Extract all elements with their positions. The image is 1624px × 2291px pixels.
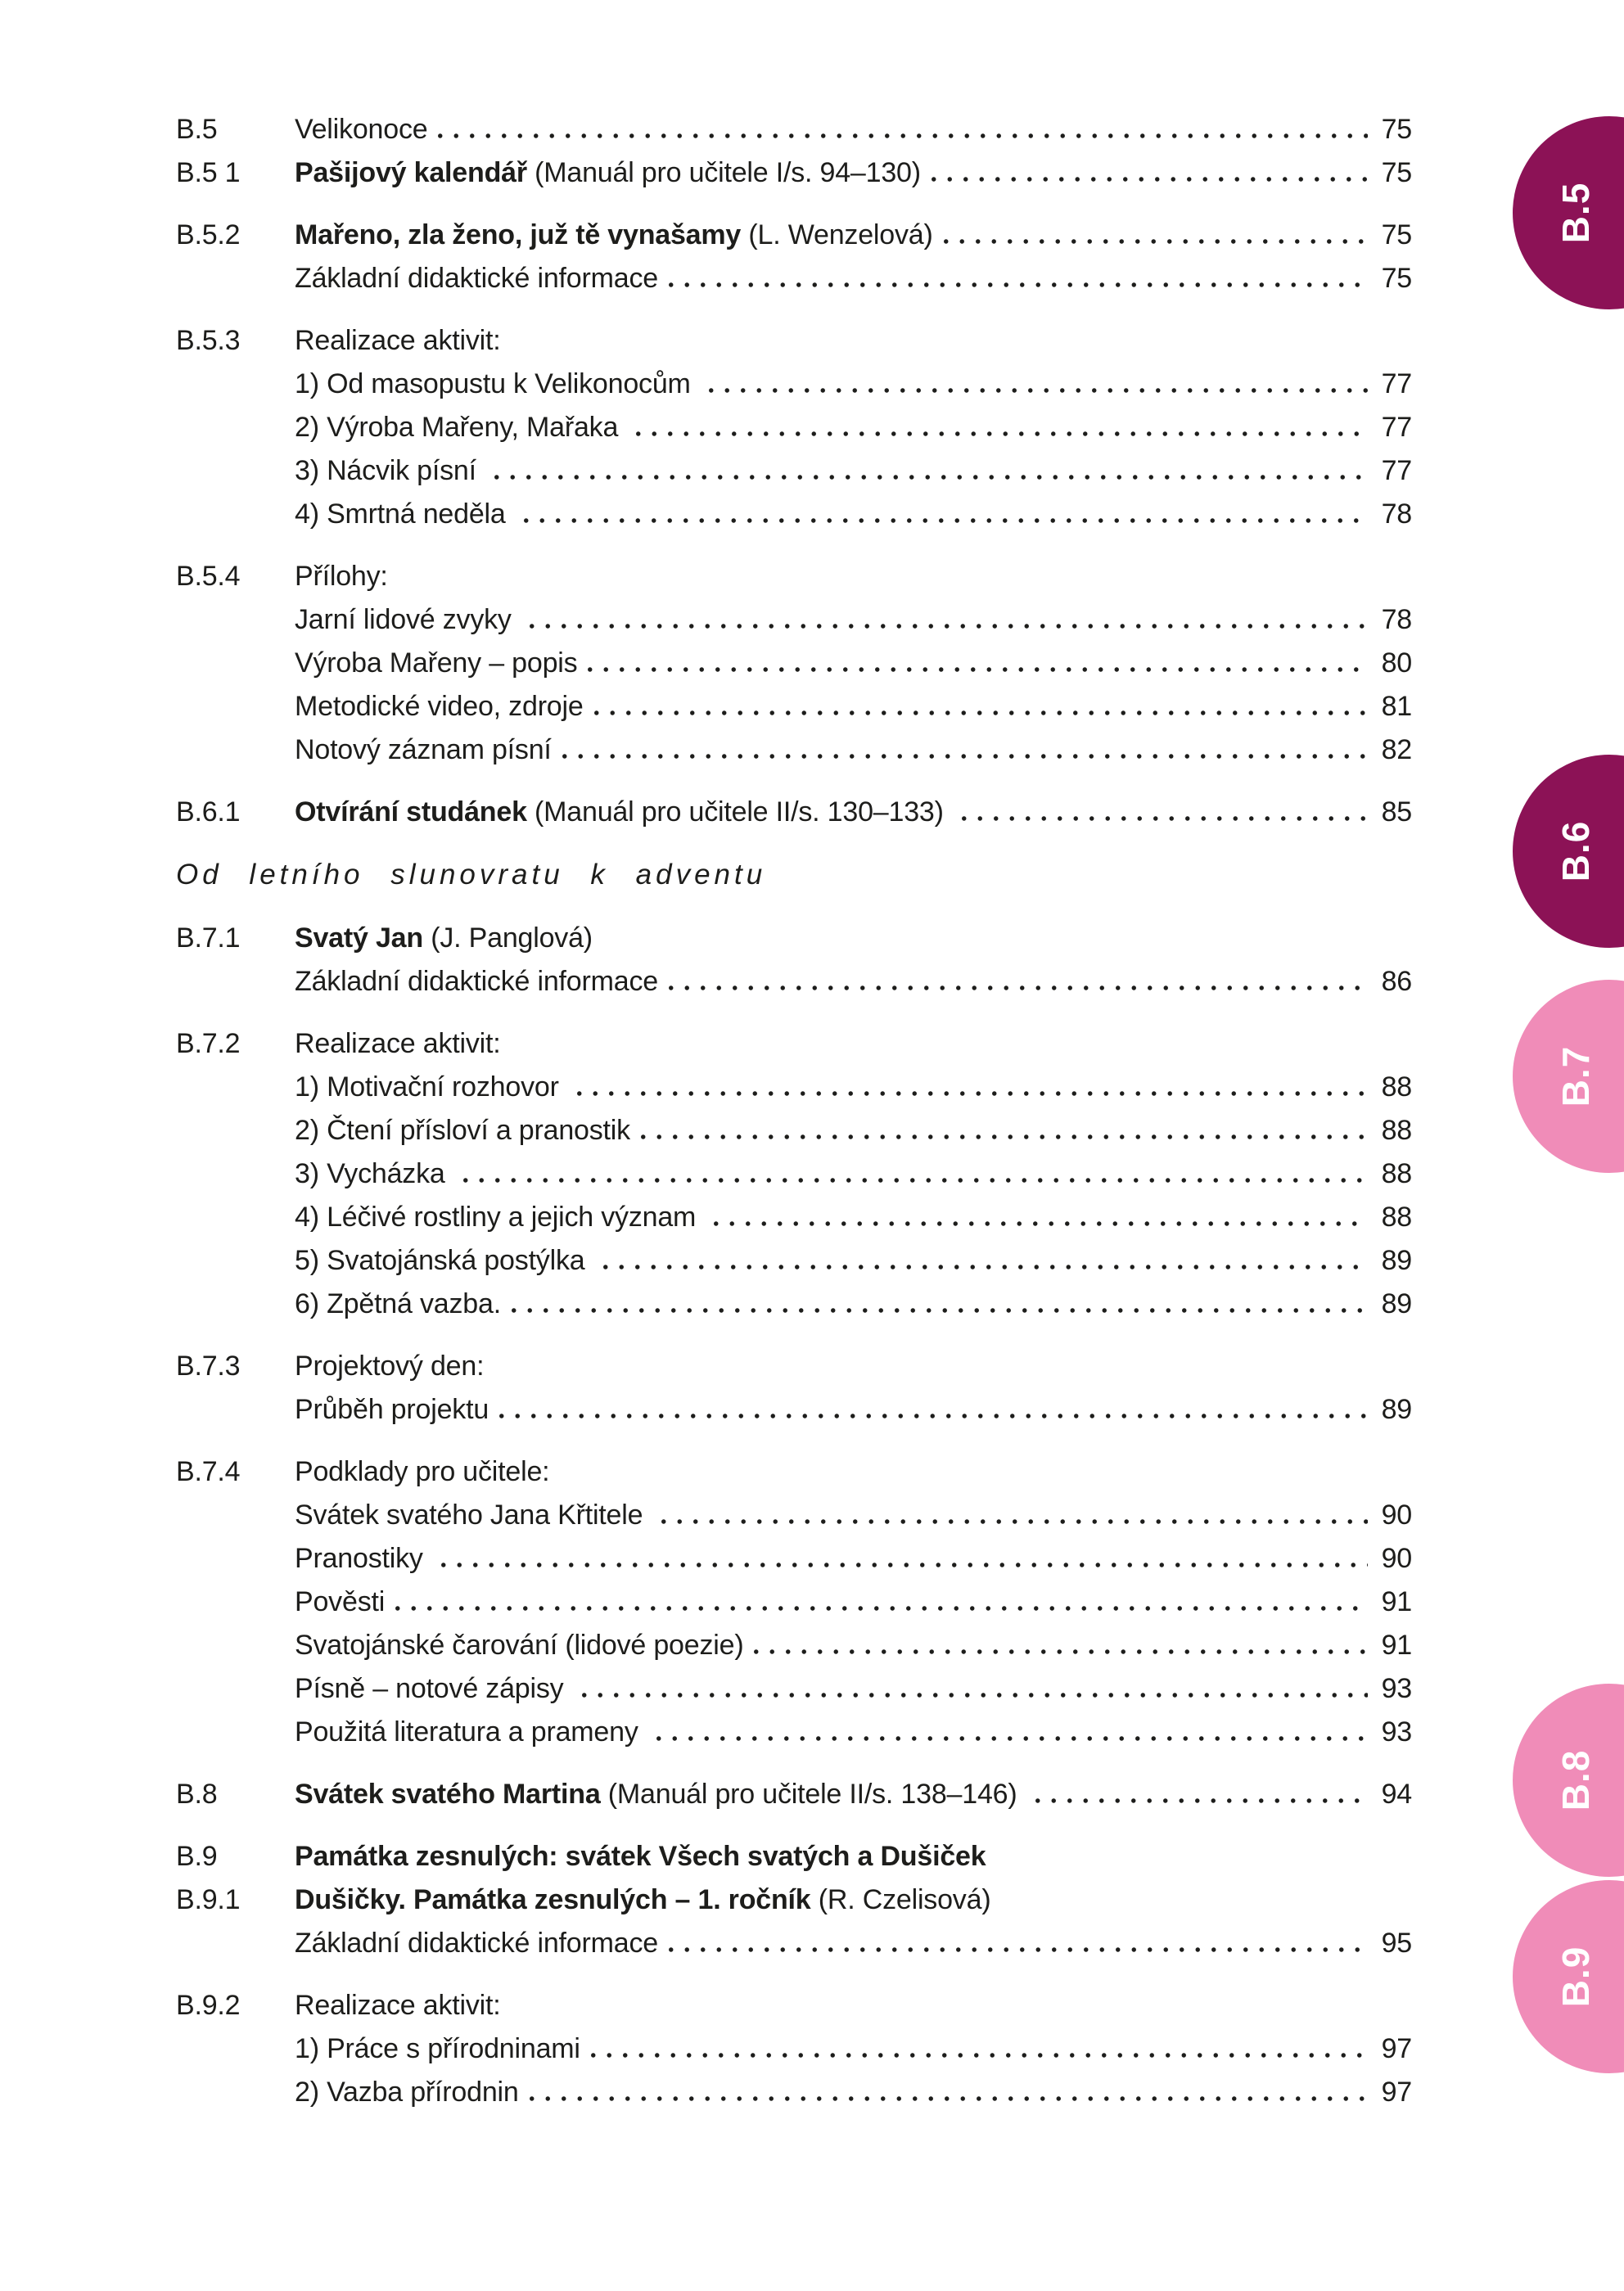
page-number: 77 [1381, 368, 1412, 399]
dot-leader [663, 257, 1368, 300]
entry-title: Realizace aktivit: [295, 325, 501, 356]
toc-row [176, 1667, 1412, 1711]
section-tab-b8 [1513, 1684, 1624, 1877]
entry-title: 4) Léčivé rostliny a jejich význam [295, 1202, 704, 1233]
dot-leader [635, 1109, 1368, 1152]
toc-row [176, 960, 1412, 1003]
tab-label: B.8 [1554, 1749, 1597, 1811]
toc-entry [295, 1066, 1412, 1109]
toc-entry [295, 1494, 1412, 1537]
page-number: 75 [1381, 263, 1412, 294]
entry-title: Projektový den: [295, 1351, 485, 1382]
dot-leader [571, 1066, 1368, 1109]
toc-entry [295, 1624, 1412, 1667]
toc-row [176, 1581, 1412, 1624]
section-number: B.5.3 [176, 325, 241, 356]
page-number: 97 [1381, 2033, 1412, 2064]
toc-entry [295, 791, 1412, 834]
section-number: B.7.1 [176, 922, 241, 954]
toc-row [176, 2027, 1412, 2071]
toc-entry [295, 642, 1412, 685]
page-number: 81 [1381, 691, 1412, 722]
toc-row [176, 1878, 1412, 1922]
entry-title-bold: Otvírání studánek [295, 796, 527, 828]
dot-leader [458, 1152, 1368, 1196]
entry-title: Pranostiky [295, 1543, 431, 1574]
section-number: B.5.4 [176, 561, 241, 592]
toc-entry [295, 1152, 1412, 1196]
toc-entry [295, 449, 1412, 493]
dot-leader [489, 449, 1368, 493]
toc-group [176, 1984, 1412, 2114]
toc-entry [295, 1835, 1412, 1878]
page-number: 89 [1381, 1288, 1412, 1319]
tab-label: B.5 [1554, 182, 1597, 244]
entry-title-bold: Památka zesnulých: svátek Všech svatých a Dušiček [295, 1841, 986, 1872]
entry-title: 1) Motivační rozhovor [295, 1071, 566, 1103]
toc-row [176, 598, 1412, 642]
toc-entry [295, 728, 1412, 772]
dot-leader [582, 642, 1368, 685]
toc-entry [295, 151, 1412, 195]
page-number: 97 [1381, 2077, 1412, 2108]
entry-title: Realizace aktivit: [295, 1990, 501, 2021]
dot-leader [748, 1624, 1368, 1667]
toc-entry [295, 257, 1412, 300]
toc-row [176, 1152, 1412, 1196]
page-number: 89 [1381, 1394, 1412, 1425]
entry-title: Velikonoce [295, 114, 428, 145]
entry-title: (R. Czelisová) [810, 1884, 991, 1915]
toc-entry [295, 1773, 1412, 1816]
toc-group [176, 1450, 1412, 1754]
toc-entry [295, 1667, 1412, 1711]
page-number: 95 [1381, 1928, 1412, 1959]
toc-row [176, 1711, 1412, 1754]
toc-row [176, 493, 1412, 536]
toc-row [176, 449, 1412, 493]
entry-title: Jarní lidové zvyky [295, 604, 519, 635]
entry-title: (Manuál pro učitele II/s. 138–146) [600, 1779, 1025, 1810]
dot-leader [708, 1196, 1368, 1239]
page-number: 89 [1381, 1245, 1412, 1276]
page-number: 91 [1381, 1586, 1412, 1617]
entry-title: Výroba Mařeny – popis [295, 647, 578, 679]
toc-row [176, 1388, 1412, 1432]
toc-entry [295, 1711, 1412, 1754]
entry-title: Metodické video, zdroje [295, 691, 584, 722]
entry-title-bold: Dušičky. Památka zesnulých – 1. ročník [295, 1884, 811, 1915]
toc-entry [295, 1537, 1412, 1581]
toc-entry [295, 2027, 1412, 2071]
dot-leader [576, 1667, 1368, 1711]
entry-title: 3) Nácvik písní [295, 455, 485, 486]
entry-title: (J. Panglová) [422, 922, 593, 954]
entry-title: 1) Od masopustu k Velikonocům [295, 368, 698, 399]
toc-group [176, 108, 1412, 195]
toc-row [176, 1494, 1412, 1537]
toc-entry [295, 1283, 1412, 1326]
dot-leader [703, 363, 1368, 406]
toc-entry [295, 108, 1412, 151]
page-number: 88 [1381, 1202, 1412, 1233]
entry-title: Základní didaktické informace [295, 966, 658, 997]
toc-entry [295, 960, 1412, 1003]
season-heading: Od letního slunovratu k adventu [176, 859, 767, 891]
page-number: 88 [1381, 1071, 1412, 1103]
toc-row [176, 406, 1412, 449]
entry-title: Realizace aktivit: [295, 1028, 501, 1059]
toc-entry [295, 319, 1412, 363]
dot-leader [585, 2027, 1368, 2071]
dot-leader [435, 1537, 1368, 1581]
entry-title-bold: Mařeno, zla ženo, juž tě vynašamy [295, 219, 742, 250]
page-number: 90 [1381, 1500, 1412, 1531]
toc-entry [295, 1581, 1412, 1624]
entry-title: Svatojánské čarování (lidové poezie) [295, 1630, 744, 1661]
toc-entry [295, 555, 1412, 598]
toc-entry [295, 1984, 1412, 2027]
toc-group [176, 917, 1412, 1003]
toc-group [176, 319, 1412, 536]
page-number: 78 [1381, 604, 1412, 635]
tab-label: B.6 [1554, 820, 1597, 882]
dot-leader [506, 1283, 1368, 1326]
page-number: 85 [1381, 796, 1412, 828]
page-number: 77 [1381, 455, 1412, 486]
toc-row [176, 1984, 1412, 2027]
toc-row [176, 1450, 1412, 1494]
page-number: 93 [1381, 1716, 1412, 1748]
dot-leader [956, 791, 1368, 834]
toc-row [176, 1537, 1412, 1581]
page-number: 86 [1381, 966, 1412, 997]
toc-group [176, 555, 1412, 772]
page-number: 78 [1381, 498, 1412, 530]
entry-title: 5) Svatojánská postýlka [295, 1245, 593, 1276]
toc-row [176, 917, 1412, 960]
page-number: 75 [1381, 114, 1412, 145]
toc-content [176, 108, 1412, 2133]
entry-title: Základní didaktické informace [295, 1928, 658, 1959]
toc-row [176, 791, 1412, 834]
toc-row [176, 642, 1412, 685]
toc-row [176, 1196, 1412, 1239]
toc-group [176, 1345, 1412, 1432]
entry-title: Pověsti [295, 1586, 386, 1617]
toc-entry [295, 1109, 1412, 1152]
entry-title: Přílohy: [295, 561, 388, 592]
dot-leader [630, 406, 1368, 449]
toc-row [176, 685, 1412, 728]
section-number: B.5 1 [176, 157, 241, 188]
toc-entry [295, 1345, 1412, 1388]
toc-row [176, 555, 1412, 598]
toc-row [176, 319, 1412, 363]
entry-title: 1) Práce s přírodninami [295, 2033, 580, 2064]
toc-row [176, 728, 1412, 772]
entry-title: Průběh projektu [295, 1394, 489, 1425]
toc-row [176, 1022, 1412, 1066]
dot-leader [518, 493, 1368, 536]
toc-entry [295, 214, 1412, 257]
entry-title: 2) Vazba přírodnin [295, 2077, 519, 2108]
section-number: B.8 [176, 1779, 218, 1810]
entry-title-bold: Svatý Jan [295, 922, 423, 954]
toc-entry [295, 2071, 1412, 2114]
entry-title: (L. Wenzelová) [741, 219, 933, 250]
toc-row [176, 1624, 1412, 1667]
section-number: B.9.2 [176, 1990, 241, 2021]
toc-entry [295, 1922, 1412, 1965]
entry-title-bold: Svátek svatého Martina [295, 1779, 601, 1810]
page-number: 75 [1381, 219, 1412, 250]
dot-leader [390, 1581, 1368, 1624]
section-number: B.7.2 [176, 1028, 241, 1059]
toc-entry [295, 598, 1412, 642]
page-number: 77 [1381, 412, 1412, 443]
section-number: B.7.4 [176, 1456, 241, 1487]
entry-title: Podklady pro učitele: [295, 1456, 550, 1487]
dot-leader [589, 685, 1368, 728]
toc-group [176, 1773, 1412, 1816]
toc-group [176, 1022, 1412, 1326]
toc-row [176, 1835, 1412, 1878]
page-number: 88 [1381, 1158, 1412, 1189]
tab-label: B.7 [1554, 1045, 1597, 1107]
toc-row [176, 1109, 1412, 1152]
dot-leader [926, 151, 1368, 195]
page-number: 88 [1381, 1115, 1412, 1146]
section-tab-b7 [1513, 980, 1624, 1173]
toc-row [176, 257, 1412, 300]
tab-label: B.9 [1554, 1946, 1597, 2008]
toc-entry [295, 406, 1412, 449]
dot-leader [663, 960, 1368, 1003]
toc-entry [295, 1196, 1412, 1239]
toc-entry [295, 917, 1412, 960]
dot-leader [432, 108, 1368, 151]
dot-leader [524, 598, 1368, 642]
dot-leader [663, 1922, 1368, 1965]
entry-title: 4) Smrtná neděla [295, 498, 513, 530]
toc-entry [295, 493, 1412, 536]
page-number: 90 [1381, 1543, 1412, 1574]
entry-title: 2) Čtení přísloví a pranostik [295, 1115, 630, 1146]
dot-leader [651, 1711, 1368, 1754]
toc-entry [295, 685, 1412, 728]
section-tab-b6 [1513, 755, 1624, 948]
toc-row [176, 1239, 1412, 1283]
toc-group [176, 1835, 1412, 1965]
entry-title: 2) Výroba Mařeny, Mařaka [295, 412, 626, 443]
toc-row [176, 1345, 1412, 1388]
section-number: B.9.1 [176, 1884, 241, 1915]
dot-leader [938, 214, 1368, 257]
entry-title: 6) Zpětná vazba. [295, 1288, 501, 1319]
entry-title: Písně – notové zápisy [295, 1673, 571, 1704]
toc-entry [295, 363, 1412, 406]
toc-entry [295, 1878, 1412, 1922]
entry-title: Svátek svatého Jana Křtitele [295, 1500, 651, 1531]
dot-leader [656, 1494, 1368, 1537]
page-number: 82 [1381, 734, 1412, 765]
toc-entry [295, 1022, 1412, 1066]
toc-row [176, 363, 1412, 406]
page-number: 94 [1381, 1779, 1412, 1810]
entry-title-bold: Pašijový kalendář [295, 157, 527, 188]
entry-title: Použitá literatura a prameny [295, 1716, 646, 1748]
section-tab-b5 [1513, 116, 1624, 309]
toc-row [176, 108, 1412, 151]
toc-row [176, 1283, 1412, 1326]
section-number: B.5.2 [176, 219, 241, 250]
dot-leader [557, 728, 1368, 772]
toc-row [176, 151, 1412, 195]
entry-title: (Manuál pro učitele II/s. 130–133) [526, 796, 952, 828]
page-number: 75 [1381, 157, 1412, 188]
toc-row [176, 1922, 1412, 1965]
toc-entry [295, 1239, 1412, 1283]
entry-title: (Manuál pro učitele I/s. 94–130) [526, 157, 921, 188]
section-number: B.6.1 [176, 796, 241, 828]
section-number: B.9 [176, 1841, 218, 1872]
dot-leader [524, 2071, 1368, 2114]
page-number: 93 [1381, 1673, 1412, 1704]
entry-title: Notový záznam písní [295, 734, 552, 765]
entry-title: 3) Vycházka [295, 1158, 453, 1189]
toc-row [176, 1066, 1412, 1109]
toc-group [176, 791, 1412, 834]
toc-row [176, 214, 1412, 257]
entry-title: Základní didaktické informace [295, 263, 658, 294]
dot-leader [598, 1239, 1368, 1283]
toc-entry [295, 1450, 1412, 1494]
section-number: B.5 [176, 114, 218, 145]
toc-entry [295, 1388, 1412, 1432]
toc-row [176, 2071, 1412, 2114]
toc-group [176, 214, 1412, 300]
section-number: B.7.3 [176, 1351, 241, 1382]
page-number: 91 [1381, 1630, 1412, 1661]
dot-leader [1030, 1773, 1368, 1816]
section-tab-b9 [1513, 1880, 1624, 2073]
dot-leader [494, 1388, 1368, 1432]
toc-row [176, 1773, 1412, 1816]
page-number: 80 [1381, 647, 1412, 679]
